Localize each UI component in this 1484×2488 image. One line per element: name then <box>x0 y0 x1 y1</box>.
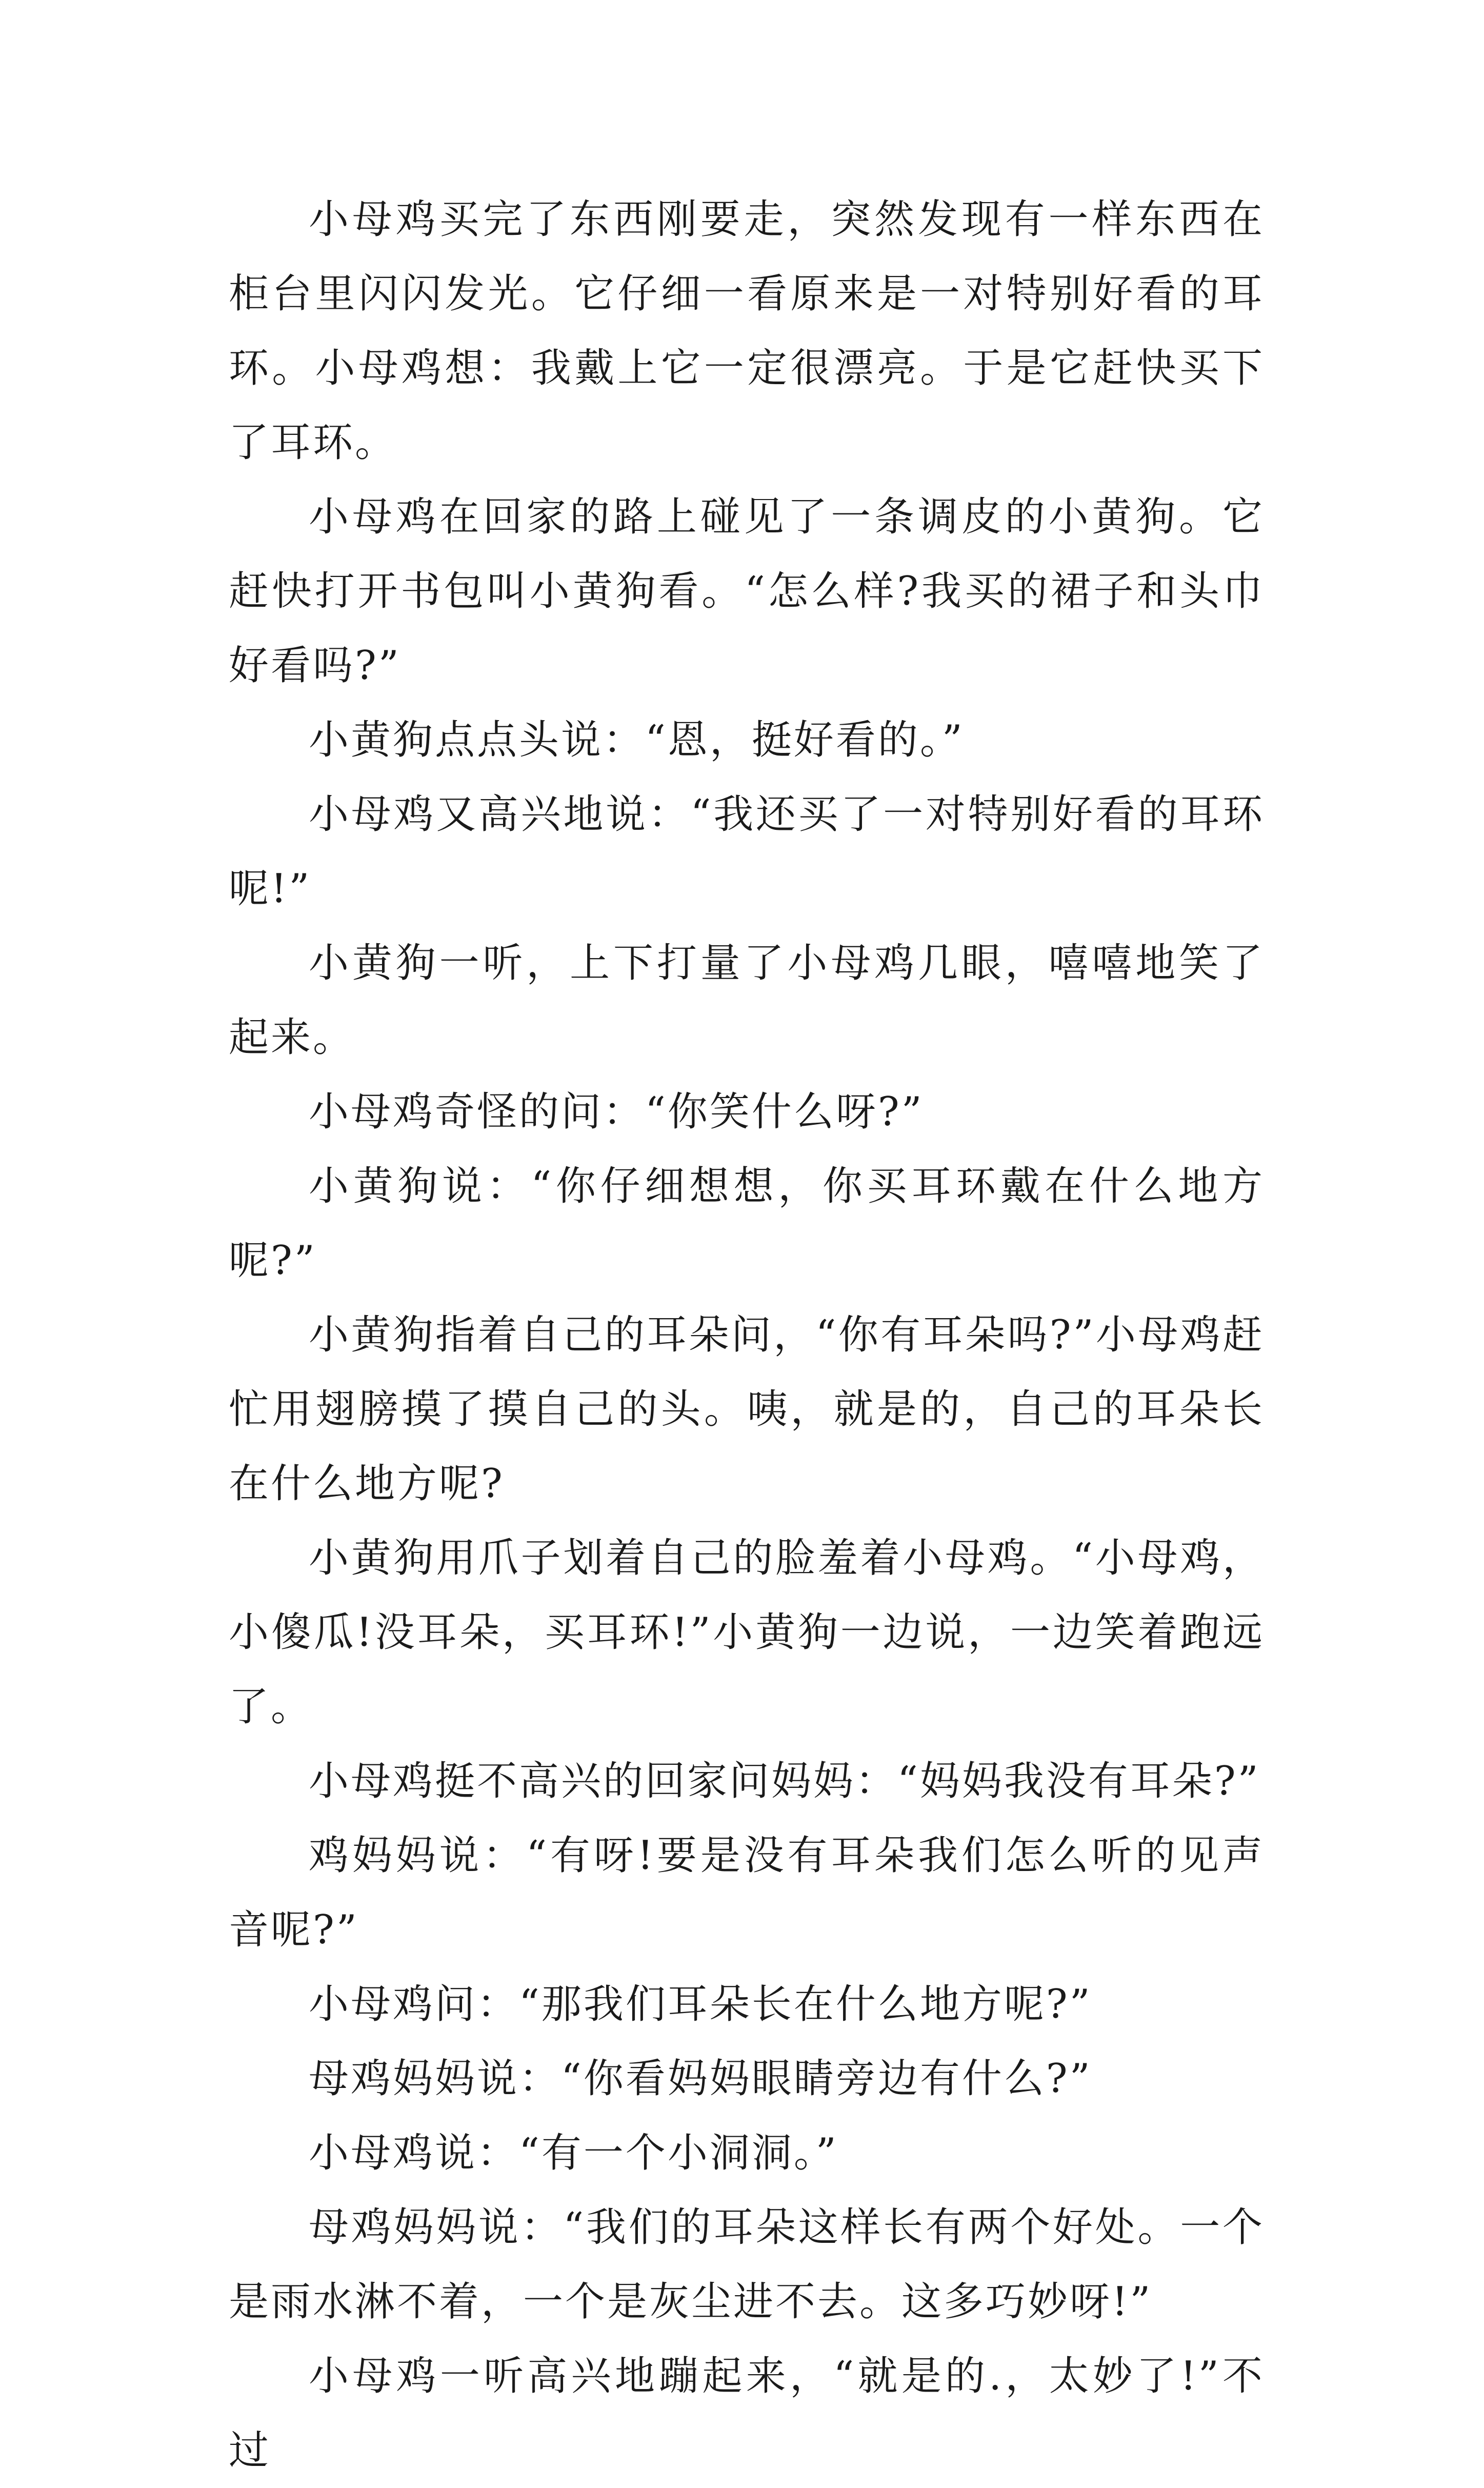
paragraph-12: 小母鸡问：“那我们耳朵长在什么地方呢?” <box>309 1981 1092 2027</box>
paragraph-9: 小黄狗用爪子划着自己的脸羞着小母鸡。“小母鸡，小傻瓜!没耳朵，买耳环!”小黄狗一边说，一边笑着跑远了。 <box>229 1535 1265 1730</box>
paragraph-14: 小母鸡说：“有一个小洞洞。” <box>309 2130 838 2176</box>
paragraph-1: 小母鸡买完了东西刚要走，突然发现有一样东西在柜台里闪闪发光。它仔细一看原来是一对特别好看的耳环。小母鸡想：我戴上它一定很漂亮。于是它赶快买下了耳环。 <box>229 196 1265 466</box>
paragraph-5: 小黄狗一听，上下打量了小母鸡几眼，嘻嘻地笑了起来。 <box>229 940 1265 1061</box>
paragraph-2: 小母鸡在回家的路上碰见了一条调皮的小黄狗。它赶快打开书包叫小黄狗看。“怎么样?我买的裙子和头巾好看吗?” <box>229 494 1265 689</box>
paragraph-16: 小母鸡一听高兴地蹦起来，“就是的.，太妙了!”不过 <box>229 2353 1265 2474</box>
paragraph-7: 小黄狗说：“你仔细想想，你买耳环戴在什么地方呢?” <box>229 1163 1265 1284</box>
paragraph-3: 小黄狗点点头说：“恩，挺好看的。” <box>309 717 965 763</box>
paragraph-4: 小母鸡又高兴地说：“我还买了一对特别好看的耳环呢!” <box>229 791 1265 912</box>
paragraph-10: 小母鸡挺不高兴的回家问妈妈：“妈妈我没有耳朵?” <box>309 1758 1260 1804</box>
story-text <box>229 183 1265 2488</box>
paragraph-15: 母鸡妈妈说：“我们的耳朵这样长有两个好处。一个是雨水淋不着，一个是灰尘进不去。这多巧妙呀!” <box>229 2204 1265 2325</box>
paragraph-13: 母鸡妈妈说：“你看妈妈眼睛旁边有什么?” <box>309 2056 1092 2102</box>
paragraph-11: 鸡妈妈说：“有呀!要是没有耳朵我们怎么听的见声音呢?” <box>229 1833 1265 1953</box>
paragraph-8: 小黄狗指着自己的耳朵问，“你有耳朵吗?”小母鸡赶忙用翅膀摸了摸自己的头。咦，就是的，自己的耳朵长在什么地方呢? <box>229 1312 1265 1507</box>
paragraph-6: 小母鸡奇怪的问：“你笑什么呀?” <box>309 1089 924 1135</box>
